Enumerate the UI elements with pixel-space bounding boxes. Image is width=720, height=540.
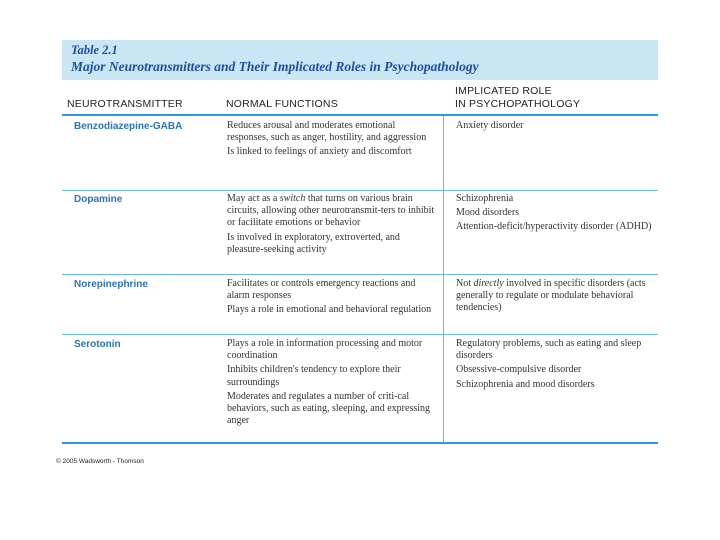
header-neurotransmitter: NEUROTRANSMITTER (67, 98, 183, 110)
role-item: Mood disorders (456, 207, 520, 219)
function-item: Is involved in exploratory, extroverted, and pleasure-seeking activity (227, 231, 400, 255)
role-item: Schizophrenia (456, 193, 514, 204)
row-name-gaba: Benzodiazepine-GABA (74, 121, 183, 132)
row-functions-dopamine (227, 193, 439, 258)
row-functions-norepinephrine (227, 278, 439, 319)
row-name-norepinephrine: Norepinephrine (74, 279, 148, 290)
header-rule (62, 114, 658, 116)
function-item: Reduces arousal and moderates emotional responses, such as anger, hostility, and aggression (227, 120, 427, 144)
function-item: May act as a switch that turns on various brain circuits, allowing other neurotransmit-ters to inhibit or facilitate emotions or behavior (227, 193, 435, 229)
function-item: Plays a role in information processing and motor coordination (227, 338, 423, 362)
table-bottom-rule (62, 442, 658, 444)
row-functions-gaba (227, 120, 439, 161)
column-divider (443, 116, 444, 442)
row-name-dopamine: Dopamine (74, 194, 123, 205)
function-item: Moderates and regulates a number of criti-cal behaviors, such as eating, sleeping, and expressing anger (227, 390, 431, 427)
role-item: Anxiety disorder (456, 120, 524, 131)
function-item: Is linked to feelings of anxiety and discomfort (227, 146, 412, 158)
row-roles-dopamine (456, 193, 652, 236)
row-roles-gaba (456, 120, 652, 134)
role-item: Not directly involved in specific disorders (acts generally to regulate or modulate behavioral tendencies) (456, 278, 646, 314)
row-roles-norepinephrine (456, 278, 652, 317)
function-item: Facilitates or controls emergency reactions and alarm responses (227, 278, 416, 302)
emphasis-switch: switch (279, 193, 306, 204)
function-item: Plays a role in emotional and behavioral regulation (227, 304, 432, 316)
header-implicated-role-line1: IMPLICATED ROLE (455, 85, 552, 97)
role-item: Obsessive-compulsive disorder (456, 364, 582, 376)
header-normal-functions: NORMAL FUNCTIONS (226, 98, 338, 110)
row-roles-serotonin (456, 338, 652, 393)
table-title: Major Neurotransmitters and Their Implicated Roles in Psychopathology (71, 59, 479, 74)
row-divider (62, 334, 658, 335)
emphasis-directly: directly (473, 278, 504, 289)
role-item: Attention-deficit/hyperactivity disorder (ADHD) (456, 221, 652, 233)
row-name-serotonin: Serotonin (74, 339, 121, 350)
header-implicated-role-line2: IN PSYCHOPATHOLOGY (455, 98, 581, 110)
role-item: Regulatory problems, such as eating and sleep disorders (456, 338, 642, 362)
row-functions-serotonin (227, 338, 439, 429)
function-item: Inhibits children's tendency to explore their surroundings (227, 364, 401, 388)
row-divider (62, 190, 658, 191)
copyright-notice: © 2005 Wadsworth - Thomson (56, 458, 144, 465)
row-divider (62, 274, 658, 275)
table-label: Table 2.1 (71, 43, 118, 57)
role-item: Schizophrenia and mood disorders (456, 378, 595, 390)
